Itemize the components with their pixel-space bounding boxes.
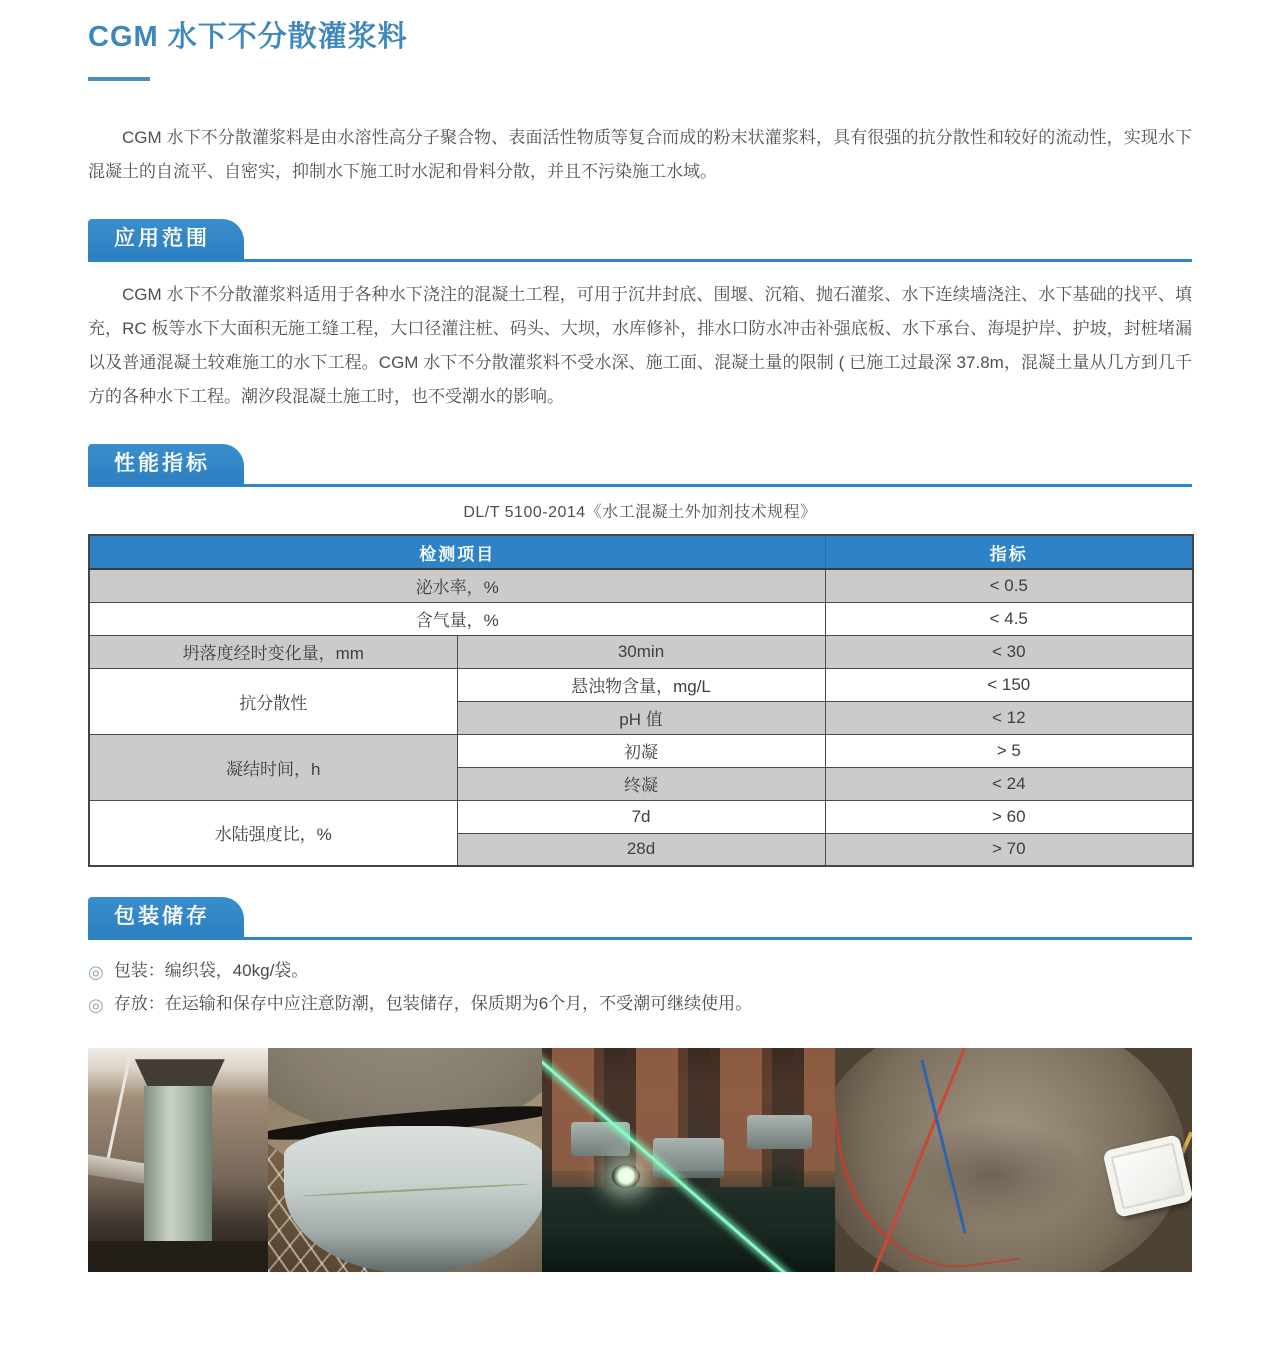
underwater-piers-laser-photo bbox=[542, 1048, 835, 1272]
photo-strip bbox=[88, 1048, 1192, 1272]
row-value: > 70 bbox=[825, 833, 1193, 866]
section-divider-line bbox=[88, 937, 1192, 940]
performance-spec-table bbox=[88, 534, 1194, 867]
table-row bbox=[89, 800, 1193, 833]
row-subitem: pH 值 bbox=[457, 701, 825, 734]
table-header-row bbox=[89, 535, 1193, 569]
datasheet-page bbox=[88, 14, 1192, 1272]
pile-cap bbox=[135, 1059, 225, 1088]
dark-foreground bbox=[88, 1241, 268, 1272]
row-subitem: 悬浊物含量，mg/L bbox=[457, 668, 825, 701]
row-value: > 5 bbox=[825, 734, 1193, 767]
row-item: 抗分散性 bbox=[89, 668, 457, 734]
section-divider-line bbox=[88, 484, 1192, 487]
row-item: 泌水率，% bbox=[89, 569, 825, 602]
packaging-tab: 包装储存 bbox=[88, 897, 244, 937]
row-subitem: 28d bbox=[457, 833, 825, 866]
row-item: 坍落度经时变化量，mm bbox=[89, 635, 457, 668]
list-item bbox=[88, 987, 1192, 1020]
water-surface bbox=[542, 1171, 835, 1272]
section-divider-line bbox=[88, 259, 1192, 262]
scaffold-strut bbox=[104, 1049, 133, 1170]
bullet-text: 存放：在运输和保存中应注意防潮，包装储存，保质期为6个月，不受潮可继续使用。 bbox=[113, 994, 753, 1013]
list-item bbox=[88, 954, 1192, 987]
title-underline bbox=[88, 77, 150, 81]
table-row bbox=[89, 668, 1193, 701]
row-value: < 0.5 bbox=[825, 569, 1193, 602]
bridge-pile-casing-photo bbox=[88, 1048, 268, 1272]
row-value: < 30 bbox=[825, 635, 1193, 668]
pile-column bbox=[144, 1086, 212, 1256]
row-subitem: 30min bbox=[457, 635, 825, 668]
table-row bbox=[89, 602, 1193, 635]
table-row bbox=[89, 569, 1193, 602]
row-value: < 150 bbox=[825, 668, 1193, 701]
column-header-index: 指标 bbox=[825, 535, 1193, 569]
packaging-bullet-list bbox=[88, 954, 1192, 1020]
row-subitem: 7d bbox=[457, 800, 825, 833]
row-value: < 12 bbox=[825, 701, 1193, 734]
row-item: 含气量，% bbox=[89, 602, 825, 635]
page-title: CGM 水下不分散灌浆料 bbox=[88, 21, 408, 53]
table-row bbox=[89, 734, 1193, 767]
bullet-text: 包装：编织袋，40kg/袋。 bbox=[113, 961, 309, 980]
bullseye-bullet-icon: ◎ bbox=[88, 961, 104, 982]
column-header-item: 检测项目 bbox=[89, 535, 825, 569]
steel-casing bbox=[571, 1122, 630, 1156]
steel-casing bbox=[747, 1115, 811, 1149]
row-value: < 4.5 bbox=[825, 602, 1193, 635]
section-packaging-header bbox=[88, 897, 1192, 940]
bullseye-bullet-icon: ◎ bbox=[88, 994, 104, 1015]
pile-repair-closeup-photo bbox=[268, 1048, 542, 1272]
intro-paragraph: CGM 水下不分散灌浆料是由水溶性高分子聚合物、表面活性物质等复合而成的粉末状灌浆料，具有很强的抗分散性和较好的流动性，实现水下混凝土的自流平、自密实，抑制水下施工时水泥和骨料分散，并且不污染施工水域。 bbox=[88, 128, 1192, 181]
section-performance-header bbox=[88, 444, 1192, 487]
application-paragraph: CGM 水下不分散灌浆料适用于各种水下浇注的混凝土工程，可用于沉井封底、围堰、沉箱、抛石灌浆、水下连续墙浇注、水下基础的找平、填充，RC 板等水下大面积无施工缝工程，大口径灌注桩、码头、大坝，水库修补，排水口防水冲击补强底板、水下承台、海堤护岸、护坡，封桩堵漏以及普通混凝土较难施工的水下工程。CGM 水下不分散灌浆料不受水深、施工面、混凝土量的限制 ( 已施工过最深 37.8m，混凝土量从几方到几千方的各种水下工程。潮汐段混凝土施工时，也不受潮水的影响。 bbox=[88, 285, 1192, 406]
row-value: > 60 bbox=[825, 800, 1193, 833]
row-item: 凝结时间，h bbox=[89, 734, 457, 800]
row-value: < 24 bbox=[825, 767, 1193, 800]
table-row bbox=[89, 635, 1193, 668]
cofferdam-excavation-photo bbox=[835, 1048, 1192, 1272]
section-application-header bbox=[88, 219, 1192, 262]
row-item: 水陆强度比，% bbox=[89, 800, 457, 866]
row-subitem: 终凝 bbox=[457, 767, 825, 800]
performance-tab: 性能指标 bbox=[88, 444, 244, 484]
standard-reference: DL/T 5100-2014《水工混凝土外加剂技术规程》 bbox=[463, 504, 817, 521]
application-tab: 应用范围 bbox=[88, 219, 244, 259]
row-subitem: 初凝 bbox=[457, 734, 825, 767]
